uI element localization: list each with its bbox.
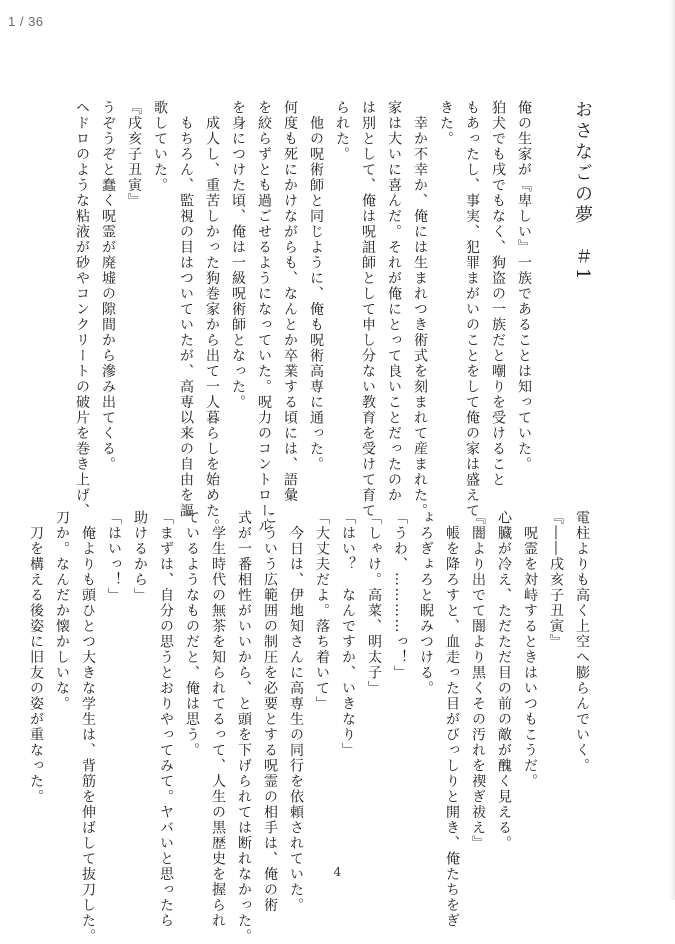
- text-line: 心臓が冷え、ただただ目の前の敵が醜く見える。: [496, 510, 512, 851]
- text-line: もちろん、監視の目はついていたが、高専以来の自由を謳: [178, 100, 194, 519]
- text-line: られた。: [334, 100, 350, 162]
- text-line: 何度も死にかけながらも、なんとか卒業する頃には、語彙: [282, 100, 298, 503]
- text-line: 「はいっ！」: [106, 510, 122, 603]
- text-line: 成人し、重苦しかった狗巻家から出て一人暮らしを始めた。: [204, 100, 220, 534]
- text-line: 式が一番相性がいいから、と頭を下げられては断れなかった。: [236, 510, 252, 944]
- text-line: うぞうぞと蠢く呪霊が廃墟の隙間から滲み出てくる。: [100, 100, 116, 472]
- text-line: 「はい？ なんですか、いきなり」: [340, 510, 356, 758]
- text-line: 刀を構える後姿に旧友の姿が重なった。: [28, 510, 44, 805]
- text-line: きた。: [438, 100, 454, 147]
- text-line: は別として、俺は呪詛師として申し分ない教育を受けて育て: [360, 100, 376, 519]
- text-line: 今日は、伊地知さんに高専生の同行を依頼されていた。: [288, 510, 304, 913]
- text-line: 『――戌亥子丑寅』: [548, 510, 564, 650]
- text-line: ょろぎょろと睨みつける。: [418, 510, 434, 696]
- text-line: こういう広範囲の制圧を必要とする呪霊の相手は、俺の術: [262, 510, 278, 913]
- text-line: 他の呪術師と同じように、俺も呪術高専に通った。: [308, 100, 324, 472]
- text-line: 助けるから」: [132, 510, 148, 603]
- text-line: 「しゃけ。高菜、明太子」: [366, 510, 382, 696]
- text-line: を絞らずとも過ごせるようになっていた。呪力のコントロール: [256, 100, 272, 534]
- page-counter: 1 / 36: [8, 14, 44, 29]
- document-title: おさなごの夢 ＃1: [572, 100, 593, 283]
- text-line: 狛犬でも戌でもなく、狗盗の一族だと嘲りを受けること: [490, 100, 506, 488]
- text-line: ているようなものだと、俺は思う。: [184, 510, 200, 758]
- text-line: 俺の生家が『卑しい』一族であることは知っていた。: [516, 100, 532, 472]
- text-line: 歌していた。: [152, 100, 168, 193]
- page-edge-shadow: [669, 0, 675, 900]
- text-line: 『戌亥子丑寅』: [126, 100, 142, 209]
- text-line: 家は大いに喜んだ。それが俺にとって良いことだったのか: [386, 100, 402, 503]
- text-line: 「うわ、…………っ！」: [392, 510, 408, 681]
- text-block-upper: [74, 100, 595, 534]
- text-line: を身につけた頃、俺は一級呪術師となった。: [230, 100, 246, 410]
- text-line: 帳を降ろすと、血走った目がびっしりと開き、俺たちをぎ: [444, 510, 460, 929]
- text-line: 幸か不幸か、俺には生まれつき術式を刻まれて産まれた。: [412, 100, 428, 519]
- text-line: 刀か。なんだか懐かしいな。: [54, 510, 70, 712]
- text-line: 「大丈夫だよ。落ち着いて」: [314, 510, 330, 712]
- text-line: 学生時代の無茶を知られてるって、人生の黒歴史を握られ: [210, 510, 226, 929]
- text-line: 電柱よりも高く上空へ膨らんでいく。: [574, 510, 590, 774]
- text-line: ヘドロのような粘液が砂やコンクリートの破片を巻き上げ、: [74, 100, 90, 519]
- page-number: 4: [333, 865, 342, 879]
- text-line: 「まずは、自分の思うとおりやってみて。ヤバいと思ったら: [158, 510, 174, 929]
- text-line: もあったし、事実、犯罪まがいのことをして俺の家は盛えて: [464, 100, 480, 519]
- text-line: 呪霊を対峙するときはいつもこうだ。: [522, 510, 538, 789]
- text-line: 『闇より出でて闇より黒くその汚れを禊ぎ祓え』: [470, 510, 486, 851]
- text-line: 俺よりも頭ひとつ大きな学生は、背筋を伸ばして抜刀した。: [80, 510, 96, 944]
- text-block-lower: [28, 510, 595, 944]
